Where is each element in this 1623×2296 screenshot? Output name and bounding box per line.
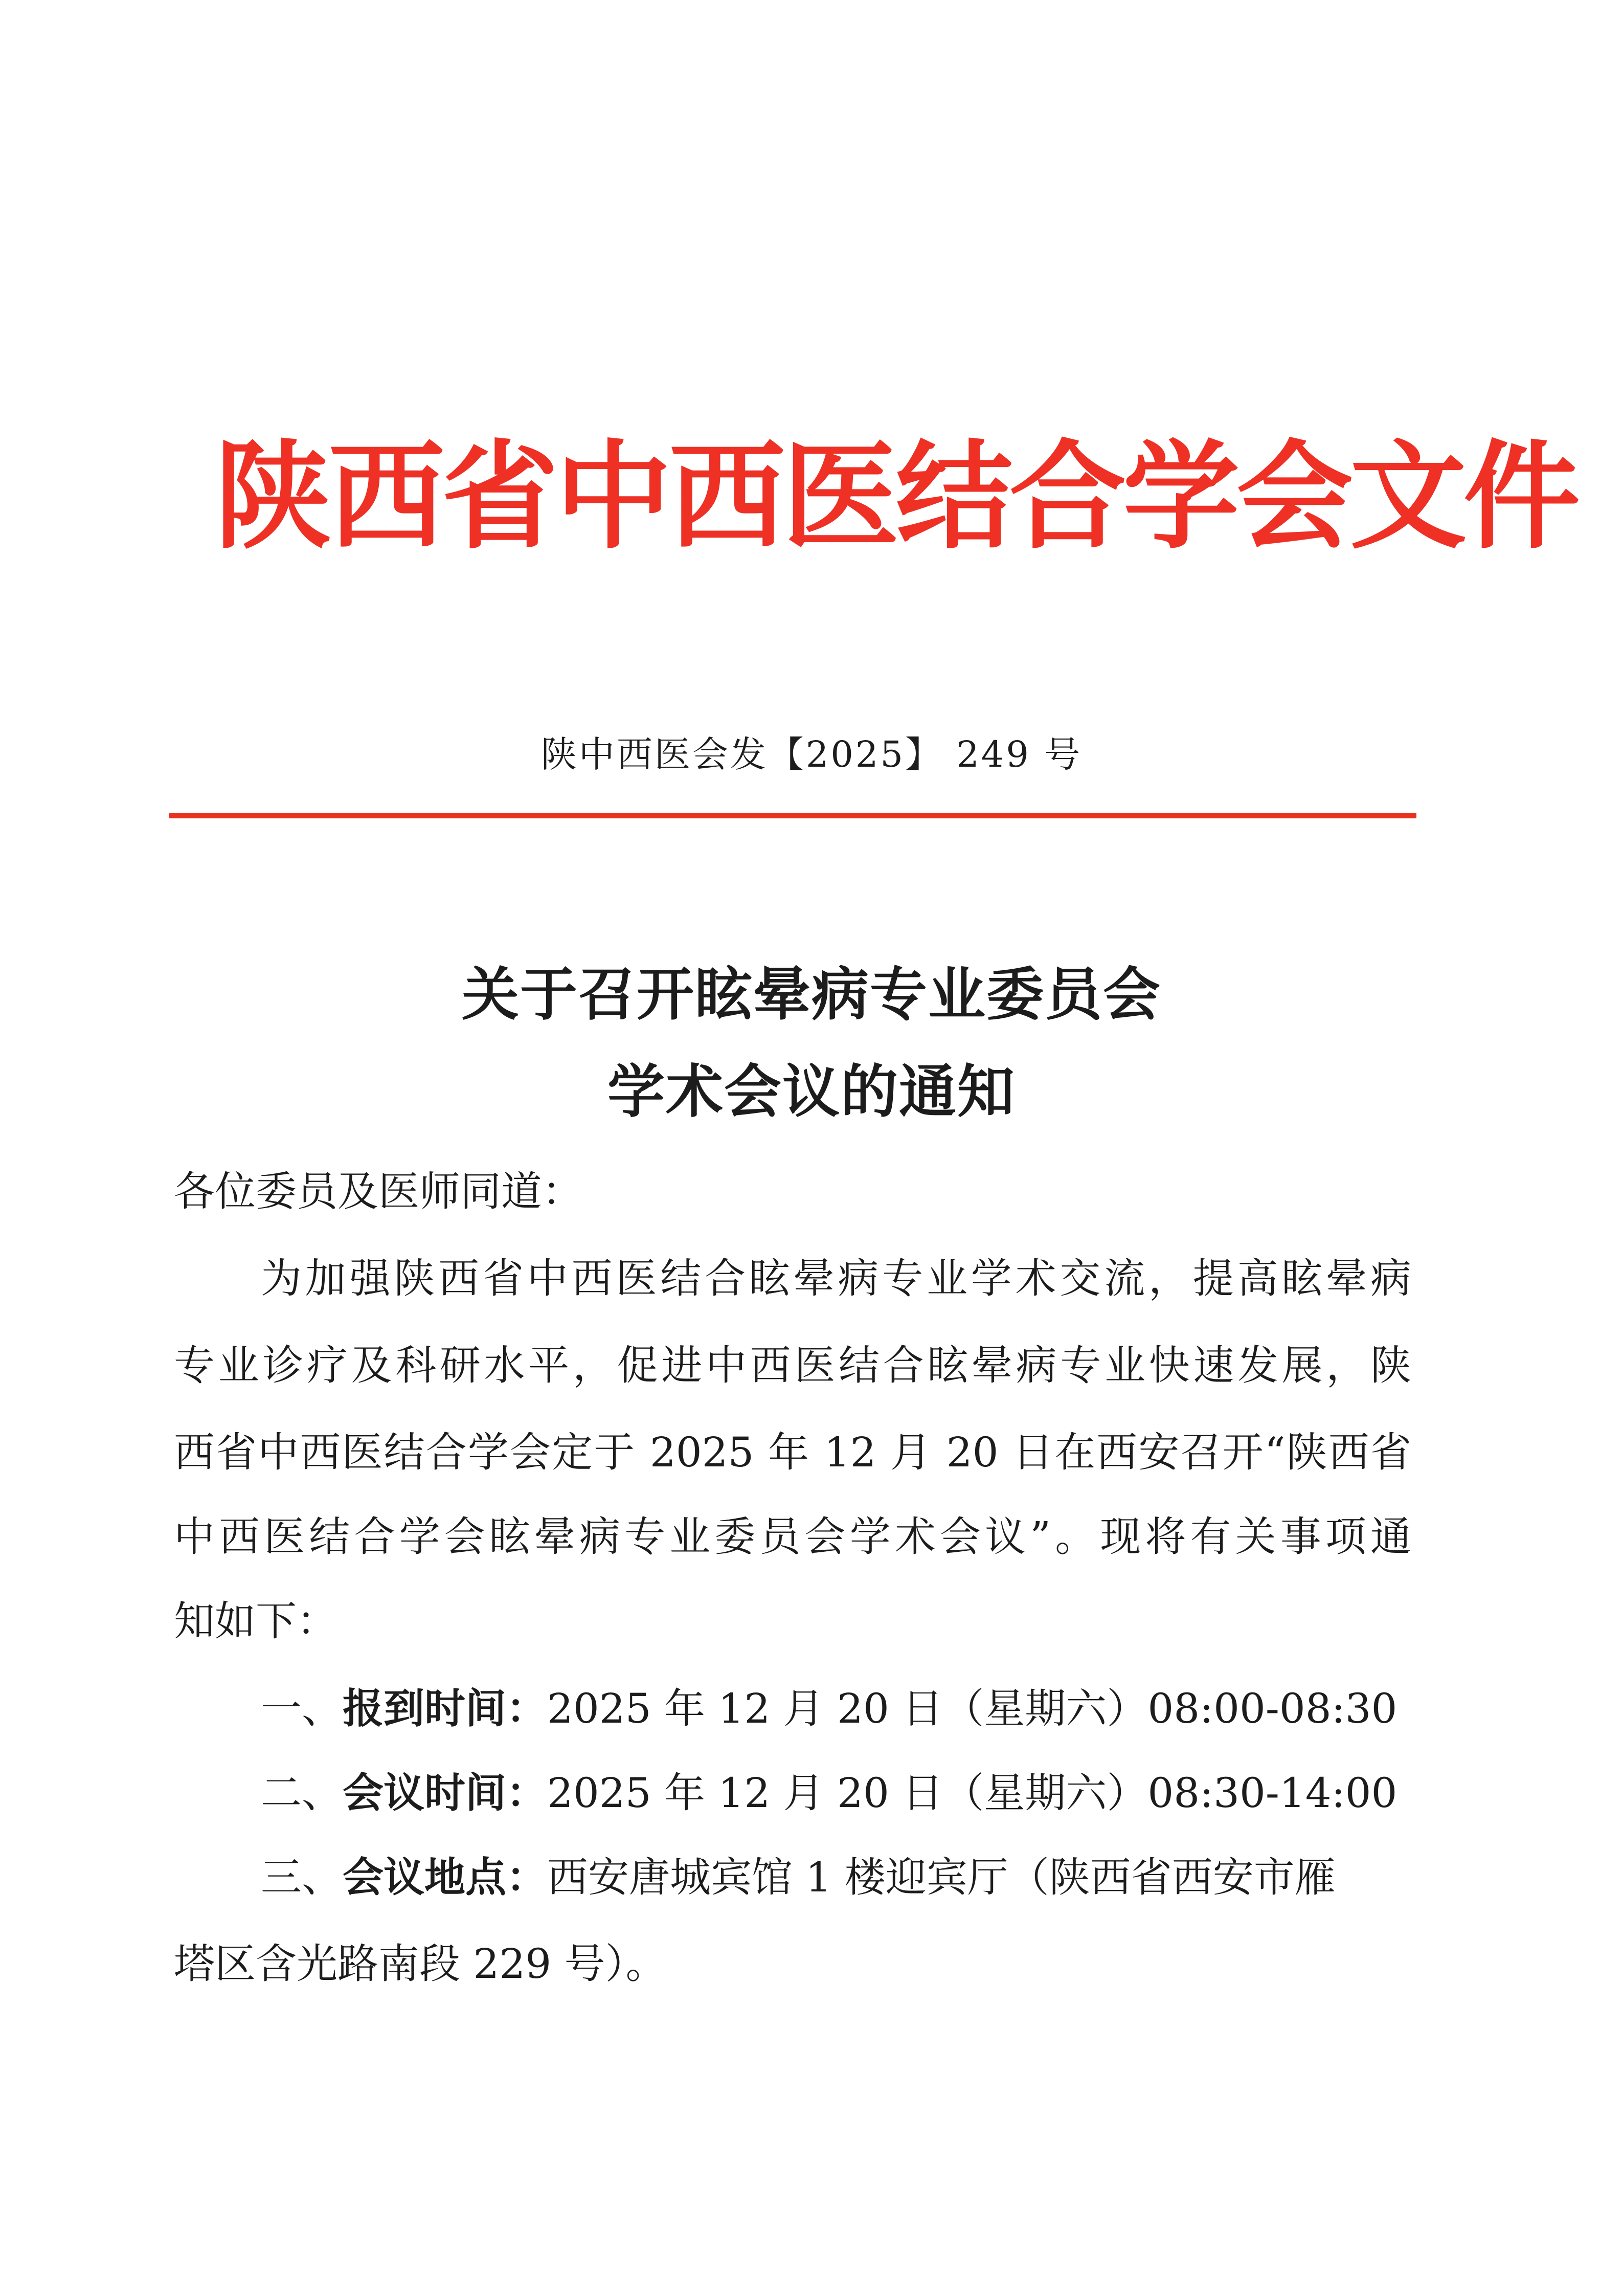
item-value: 2025 年 12 月 20 日（星期六）08:30-14:00 — [547, 1769, 1397, 1817]
document-number: 陕中西医会发【2025】 249 号 — [540, 733, 1083, 775]
item-meeting-location — [261, 1836, 1336, 1919]
item-label: 会议地点： — [343, 1853, 547, 1901]
paragraph-line-4: 中西医结合学会眩晕病专业委员会学术会议”。现将有关事项通 — [174, 1513, 1411, 1561]
item-prefix: 一、 — [261, 1685, 343, 1732]
item-value: 西安唐城宾馆 1 楼迎宾厅（陕西省西安市雁 — [547, 1854, 1336, 1901]
paragraph-line-3: 西省中西医结合学会定于 2025 年 12 月 20 日在西安召开“陕西省 — [174, 1429, 1411, 1476]
item-meeting-time — [261, 1752, 1397, 1834]
paragraph-line-5: 知如下： — [174, 1597, 337, 1645]
item-value: 2025 年 12 月 20 日（星期六）08:00-08:30 — [547, 1685, 1397, 1732]
item-label: 会议时间： — [343, 1769, 547, 1817]
item-registration-time — [261, 1667, 1397, 1750]
notice-title-line-2: 学术会议的通知 — [607, 1058, 1016, 1125]
item-location-continuation: 塔区含光路南段 229 号）。 — [174, 1940, 667, 1988]
organization-header: 陕西省中西医结合学会文件 — [215, 428, 1577, 565]
salutation: 各位委员及医师同道： — [174, 1168, 583, 1215]
notice-title-line-1: 关于召开眩晕病专业委员会 — [462, 961, 1161, 1028]
item-label: 报到时间： — [343, 1684, 547, 1732]
item-prefix: 二、 — [261, 1769, 343, 1817]
item-prefix: 三、 — [261, 1854, 343, 1901]
red-divider-line — [169, 813, 1416, 818]
paragraph-line-2: 专业诊疗及科研水平，促进中西医结合眩晕病专业快速发展，陕 — [174, 1342, 1411, 1389]
paragraph-line-1: 为加强陕西省中西医结合眩晕病专业学术交流，提高眩晕病 — [261, 1255, 1411, 1302]
